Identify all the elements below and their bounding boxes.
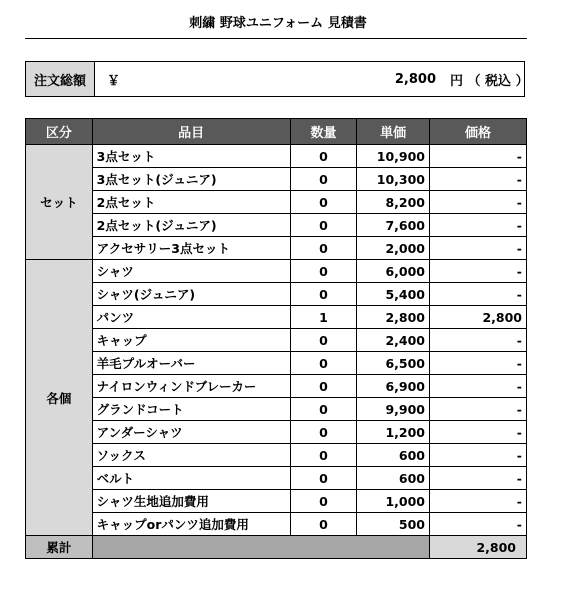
price-cell: 2,800 xyxy=(430,306,527,329)
price-cell: - xyxy=(430,145,527,168)
table-row xyxy=(26,214,527,237)
item-cell: ベルト xyxy=(92,467,290,490)
table-row xyxy=(26,306,527,329)
table-row xyxy=(26,260,527,283)
qty-cell[interactable]: 0 xyxy=(290,168,357,191)
unit-price-cell: 6,500 xyxy=(357,352,430,375)
table-row xyxy=(26,375,527,398)
price-cell: - xyxy=(430,490,527,513)
item-cell: 3点セット(ジュニア) xyxy=(92,168,290,191)
unit-price-cell: 8,200 xyxy=(357,191,430,214)
header-row xyxy=(26,119,527,145)
qty-cell[interactable]: 0 xyxy=(290,444,357,467)
unit-price-cell: 2,400 xyxy=(357,329,430,352)
qty-cell[interactable]: 0 xyxy=(290,375,357,398)
item-cell: シャツ生地追加費用 xyxy=(92,490,290,513)
qty-cell[interactable]: 0 xyxy=(290,421,357,444)
unit-price-cell: 600 xyxy=(357,467,430,490)
unit-price-cell: 10,900 xyxy=(357,145,430,168)
unit-price-cell: 600 xyxy=(357,444,430,467)
header-price: 価格 xyxy=(430,119,527,145)
item-cell: 2点セット xyxy=(92,191,290,214)
category-cell: 各個 xyxy=(26,260,93,536)
unit-price-cell: 1,000 xyxy=(357,490,430,513)
header-unit-price: 単価 xyxy=(357,119,430,145)
qty-cell[interactable]: 0 xyxy=(290,513,357,536)
item-cell: ナイロンウィンドブレーカー xyxy=(92,375,290,398)
subtotal-label: 累計 xyxy=(26,536,93,559)
price-cell: - xyxy=(430,375,527,398)
unit-price-cell: 9,900 xyxy=(357,398,430,421)
item-cell: キャップorパンツ追加費用 xyxy=(92,513,290,536)
table-row xyxy=(26,329,527,352)
table-row xyxy=(26,237,527,260)
item-cell: キャップ xyxy=(92,329,290,352)
qty-cell[interactable]: 1 xyxy=(290,306,357,329)
item-cell: 羊毛プルオーバー xyxy=(92,352,290,375)
order-total-label: 注文総額 xyxy=(26,62,95,96)
estimate-table xyxy=(25,118,527,559)
unit-price-cell: 2,000 xyxy=(357,237,430,260)
page-title: 刺繍 野球ユニフォーム 見積書 xyxy=(189,16,367,31)
qty-cell[interactable]: 0 xyxy=(290,191,357,214)
table-row xyxy=(26,421,527,444)
qty-cell[interactable]: 0 xyxy=(290,237,357,260)
currency-symbol: ￥ xyxy=(107,73,121,89)
table-row xyxy=(26,398,527,421)
category-cell: セット xyxy=(26,145,93,260)
unit-price-cell: 500 xyxy=(357,513,430,536)
unit-price-cell: 6,000 xyxy=(357,260,430,283)
price-cell: - xyxy=(430,191,527,214)
qty-cell[interactable]: 0 xyxy=(290,214,357,237)
subtotal-amount: 2,800 xyxy=(430,536,527,559)
price-cell: - xyxy=(430,467,527,490)
item-cell: グランドコート xyxy=(92,398,290,421)
order-total-box xyxy=(25,61,529,97)
table-row xyxy=(26,283,527,306)
subtotal-spacer xyxy=(92,536,429,559)
qty-cell[interactable]: 0 xyxy=(290,352,357,375)
title-divider xyxy=(25,38,527,39)
header-qty: 数量 xyxy=(290,119,357,145)
price-cell: - xyxy=(430,237,527,260)
qty-cell[interactable]: 0 xyxy=(290,145,357,168)
table-row xyxy=(26,444,527,467)
unit-price-cell: 6,900 xyxy=(357,375,430,398)
price-cell: - xyxy=(430,352,527,375)
table-row xyxy=(26,490,527,513)
header-category: 区分 xyxy=(26,119,93,145)
item-cell: アクセサリー3点セット xyxy=(92,237,290,260)
table-row xyxy=(26,168,527,191)
qty-cell[interactable]: 0 xyxy=(290,283,357,306)
price-cell: - xyxy=(430,398,527,421)
item-cell: パンツ xyxy=(92,306,290,329)
table-row xyxy=(26,352,527,375)
item-cell: アンダーシャツ xyxy=(92,421,290,444)
price-cell: - xyxy=(430,444,527,467)
item-cell: シャツ xyxy=(92,260,290,283)
table-row xyxy=(26,145,527,168)
price-cell: - xyxy=(430,421,527,444)
item-cell: ソックス xyxy=(92,444,290,467)
price-cell: - xyxy=(430,168,527,191)
unit-price-cell: 10,300 xyxy=(357,168,430,191)
price-cell: - xyxy=(430,260,527,283)
price-cell: - xyxy=(430,513,527,536)
price-cell: - xyxy=(430,214,527,237)
item-cell: 2点セット(ジュニア) xyxy=(92,214,290,237)
price-cell: - xyxy=(430,283,527,306)
qty-cell[interactable]: 0 xyxy=(290,467,357,490)
unit-price-cell: 7,600 xyxy=(357,214,430,237)
order-total-unit: 円 （ 税込 ） xyxy=(450,73,529,89)
qty-cell[interactable]: 0 xyxy=(290,260,357,283)
price-cell: - xyxy=(430,329,527,352)
unit-price-cell: 2,800 xyxy=(357,306,430,329)
table-row xyxy=(26,513,527,536)
subtotal-row xyxy=(26,536,527,559)
unit-price-cell: 5,400 xyxy=(357,283,430,306)
order-total-amount[interactable]: 2,800 xyxy=(394,71,436,87)
item-cell: 3点セット xyxy=(92,145,290,168)
header-item: 品目 xyxy=(92,119,290,145)
unit-price-cell: 1,200 xyxy=(357,421,430,444)
qty-cell[interactable]: 0 xyxy=(290,329,357,352)
qty-cell[interactable]: 0 xyxy=(290,398,357,421)
item-cell: シャツ(ジュニア) xyxy=(92,283,290,306)
table-row xyxy=(26,191,527,214)
estimate-body xyxy=(26,145,527,559)
qty-cell[interactable]: 0 xyxy=(290,490,357,513)
table-row xyxy=(26,467,527,490)
